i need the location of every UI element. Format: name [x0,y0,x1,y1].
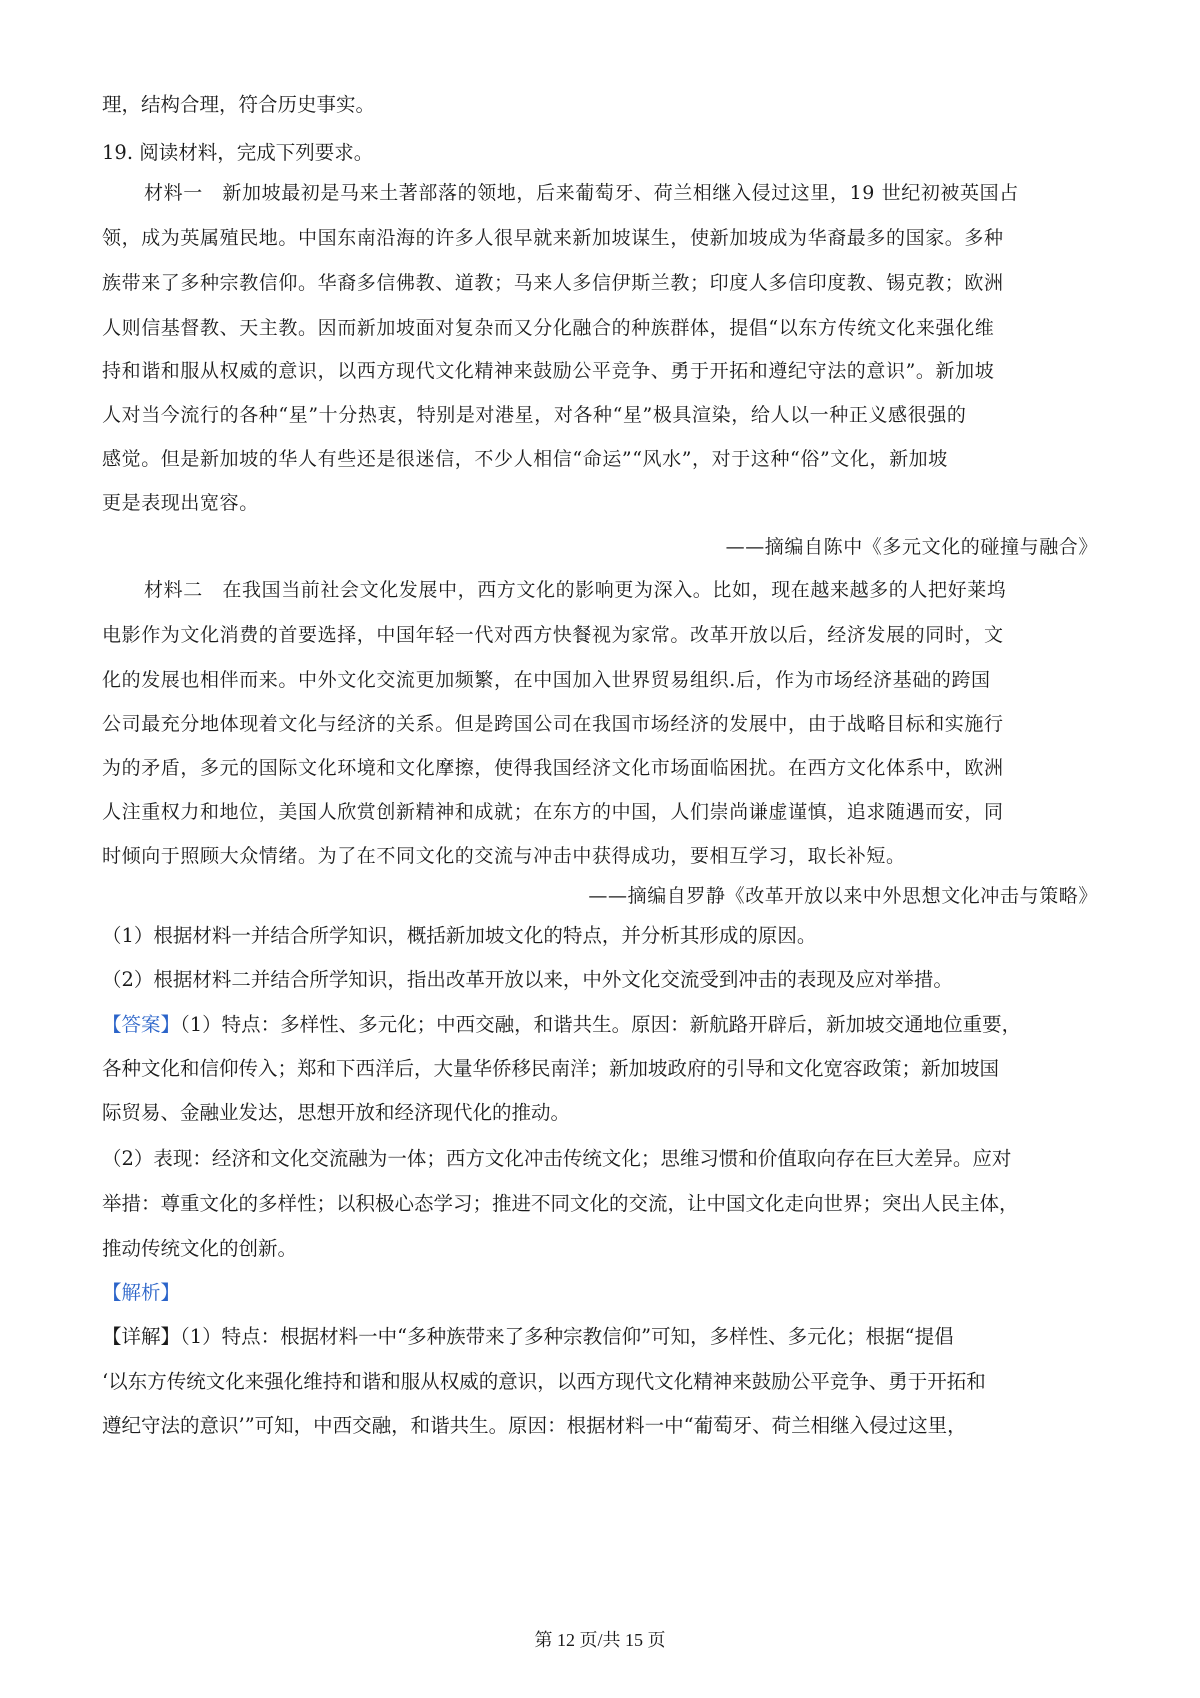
material2-line: 化的发展也相伴而来。中外文化交流更加频繁，在中国加入世界贸易组织.后，作为市场经济基础的跨国 [102,669,991,691]
material2-line: 材料二 在我国当前社会文化发展中，西方文化的影响更为深入。比如，现在越来越多的人把好莱坞 [144,579,1007,601]
answer-line: 际贸易、金融业发达，思想开放和经济现代化的推动。 [102,1101,571,1124]
analysis-tag: 【解析】 [102,1281,181,1304]
material1-line: 族带来了多种宗教信仰。华裔多信佛教、道教；马来人多信伊斯兰教；印度人多信印度教、锡克教；欧洲 [102,272,1004,294]
answer-tag: 【答案】 [102,1013,181,1036]
detail-line: ‘以东方传统文化来强化维持和谐和服从权威的意识，以西方现代文化精神来鼓励公平竞争、勇于开拓和 [102,1370,986,1393]
material2-line: 公司最充分地体现着文化与经济的关系。但是跨国公司在我国市场经济的发展中，由于战略目标和实施行 [102,713,1004,735]
material1-line: 人则信基督教、天主教。因而新加坡面对复杂而又分化融合的种族群体，提倡“以东方传统文化来强化维 [102,317,995,339]
answer-line: 举措：尊重文化的多样性；以积极心态学习；推进不同文化的交流，让中国文化走向世界；突出人民主体， [102,1192,1019,1215]
material1-line: 人对当今流行的各种“星”十分热衷，特别是对港星，对各种“星”极具渲染，给人以一种正义感很强的 [102,404,967,426]
detail-tag: 【详解】 [102,1325,181,1348]
detail-text: （1）特点：根据材料一中“多种族带来了多种宗教信仰”可知，多样性、多元化；根据“提倡 [180,1325,954,1348]
material1-line: 领，成为英属殖民地。中国东南沿海的许多人很早就来新加坡谋生，使新加坡成为华裔最多的国家。多种 [102,227,1004,249]
material1-line: 持和谐和服从权威的意识，以西方现代文化精神来鼓励公平竞争、勇于开拓和遵纪守法的意识”。新加坡 [102,360,995,382]
answer-line: （2）表现：经济和文化交流融为一体；西方文化冲击传统文化；思维习惯和价值取向存在巨大差异。应对 [102,1147,1012,1170]
question-title: 19. 阅读材料，完成下列要求。 [102,141,374,164]
material1-source: ——摘编自陈中《多元文化的碰撞与融合》 [725,536,1098,558]
material2-line: 为的矛盾，多元的国际文化环境和文化摩擦，使得我国经济文化市场面临困扰。在西方文化体系中，欧洲 [102,757,1004,779]
question-2: （2）根据材料二并结合所学知识，指出改革开放以来，中外文化交流受到冲击的表现及应对举措。 [102,968,953,991]
intro-line: 理，结构合理，符合历史事实。 [102,93,376,116]
material1-line: 更是表现出宽容。 [102,492,259,514]
answer-line-1 [102,1012,1021,1038]
answer-line: 各种文化和信仰传入；郑和下西洋后，大量华侨移民南洋；新加坡政府的引导和文化宽容政策；新加坡国 [102,1057,1000,1080]
material2-line: 电影作为文化消费的首要选择，中国年轻一代对西方快餐视为家常。改革开放以后，经济发展的同时，文 [102,624,1004,646]
answer-line: 推动传统文化的创新。 [102,1237,298,1260]
detail-line: 遵纪守法的意识’”可知，中西交融，和谐共生。原因：根据材料一中“葡萄牙、荷兰相继入侵过这里， [102,1414,967,1437]
detail-line-1 [102,1324,954,1350]
material1-line: 材料一 新加坡最初是马来土著部落的领地，后来葡萄牙、荷兰相继入侵过这里，19 世纪初被英国占 [144,182,1019,204]
question-1: （1）根据材料一并结合所学知识，概括新加坡文化的特点，并分析其形成的原因。 [102,924,817,947]
answer-text: （1）特点：多样性、多元化；中西交融，和谐共生。原因：新航路开辟后，新加坡交通地位重要， [180,1013,1022,1036]
material1-line: 感觉。但是新加坡的华人有些还是很迷信，不少人相信“命运”“风水”，对于这种“俗”文化，新加坡 [102,448,948,470]
page-number: 第 12 页/共 15 页 [534,1630,666,1650]
material2-line: 人注重权力和地位，美国人欣赏创新精神和成就；在东方的中国，人们崇尚谦虚谨慎，追求随遇而安，同 [102,801,1004,823]
material2-line: 时倾向于照顾大众情绪。为了在不同文化的交流与冲击中获得成功，要相互学习，取长补短。 [102,845,906,867]
material2-source: ——摘编自罗静《改革开放以来中外思想文化冲击与策略》 [588,885,1098,907]
